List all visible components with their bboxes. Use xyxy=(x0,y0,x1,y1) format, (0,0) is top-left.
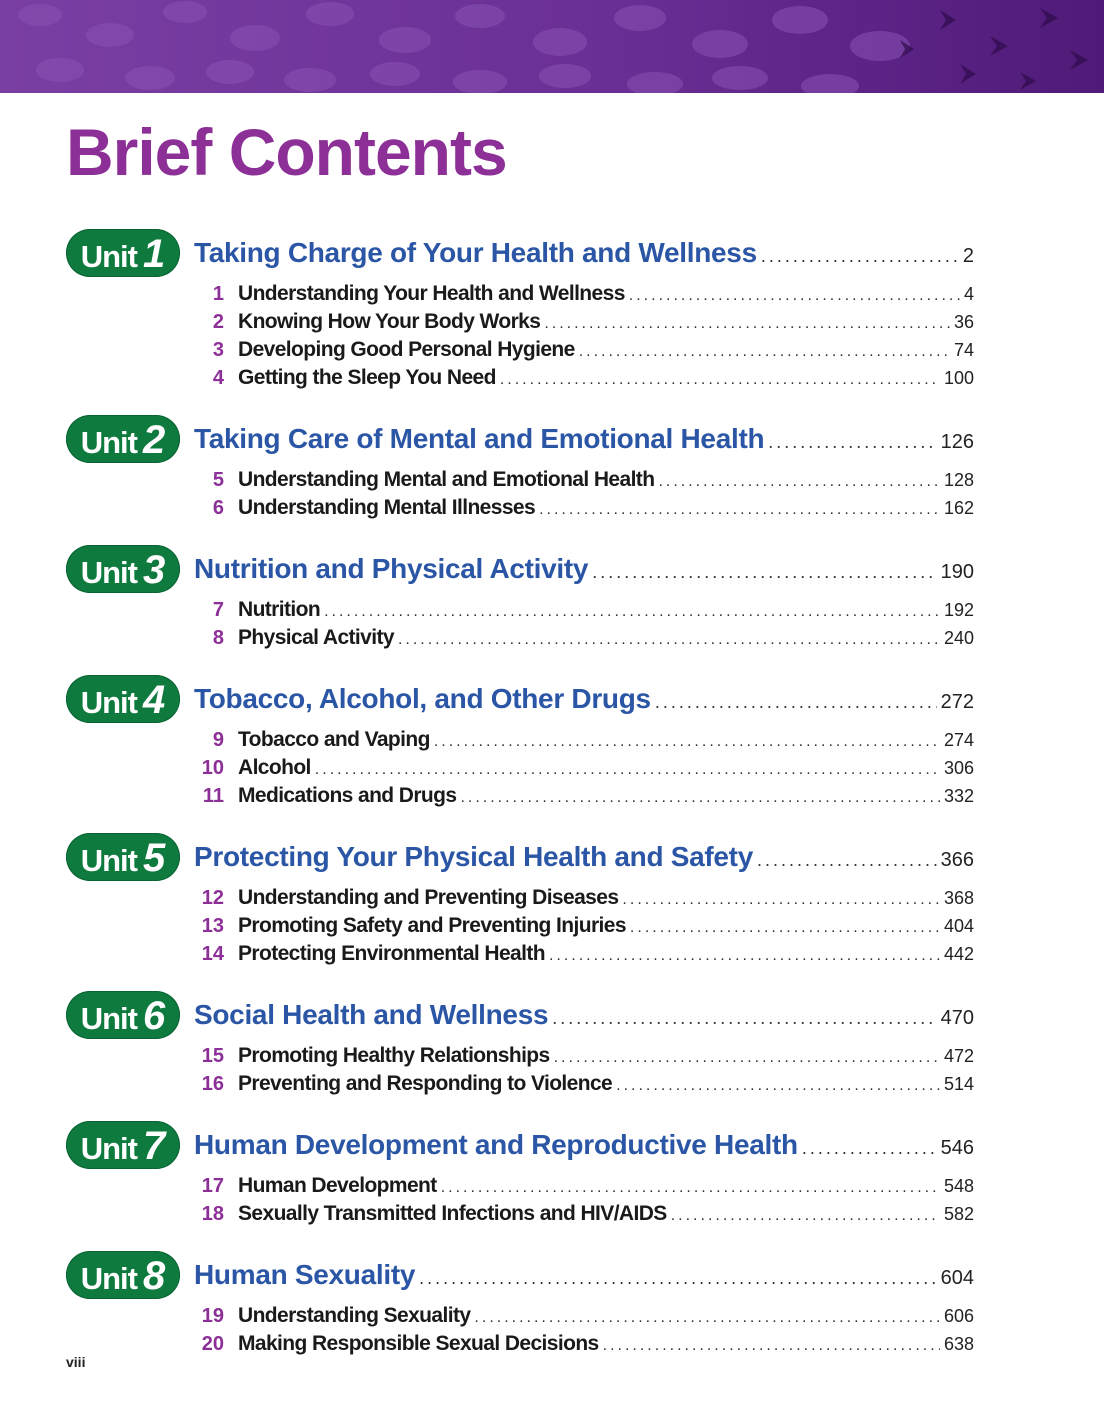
unit-number: 1 xyxy=(143,232,166,276)
chapter-entry[interactable] xyxy=(194,784,974,812)
unit-section xyxy=(66,1250,974,1360)
chapter-number: 15 xyxy=(201,1045,224,1067)
chapter-entry[interactable] xyxy=(194,496,974,524)
chapter-title: Understanding Sexuality xyxy=(238,1304,471,1327)
dot-leader xyxy=(622,891,940,909)
dot-leader xyxy=(655,692,937,713)
dot-leader xyxy=(315,761,940,779)
dot-leader xyxy=(434,733,940,751)
chapter-number: 12 xyxy=(201,887,224,909)
table-of-contents xyxy=(66,228,974,1380)
chapter-page-number: 162 xyxy=(943,498,974,518)
dot-leader xyxy=(658,473,940,491)
chapter-page-number: 192 xyxy=(943,600,974,620)
chapter-page-number: 514 xyxy=(943,1074,974,1094)
unit-header[interactable] xyxy=(66,228,974,278)
unit-number: 2 xyxy=(143,418,166,462)
unit-title: Social Health and Wellness xyxy=(194,999,549,1030)
unit-section xyxy=(66,544,974,654)
unit-word: Unit xyxy=(80,843,137,878)
chapter-page-number: 332 xyxy=(943,786,974,806)
chapter-number: 19 xyxy=(201,1305,224,1327)
chapter-title: Promoting Safety and Preventing Injuries xyxy=(238,914,626,937)
chapter-list xyxy=(194,1044,974,1100)
chapter-number: 6 xyxy=(212,497,224,519)
unit-word: Unit xyxy=(80,1261,137,1296)
dot-leader xyxy=(757,850,937,871)
unit-page-number: 272 xyxy=(940,691,974,713)
unit-number: 4 xyxy=(143,678,166,722)
dot-leader xyxy=(630,919,940,937)
unit-title: Protecting Your Physical Health and Safety xyxy=(194,841,753,872)
unit-header[interactable] xyxy=(66,990,974,1040)
chapter-title: Understanding Mental Illnesses xyxy=(238,496,536,519)
unit-badge xyxy=(66,415,180,463)
chapter-list xyxy=(194,468,974,524)
dot-leader xyxy=(460,789,940,807)
chapter-page-number: 240 xyxy=(943,628,974,648)
page-number: viii xyxy=(66,1354,86,1370)
unit-badge xyxy=(66,675,180,723)
unit-header[interactable] xyxy=(66,414,974,464)
unit-badge xyxy=(66,229,180,277)
unit-word: Unit xyxy=(80,1001,137,1036)
unit-title: Taking Charge of Your Health and Wellness xyxy=(194,237,757,268)
unit-header[interactable] xyxy=(66,674,974,724)
dot-leader xyxy=(671,1207,940,1225)
chapter-entry[interactable] xyxy=(194,756,974,784)
unit-badge xyxy=(66,545,180,593)
chapter-title: Understanding and Preventing Diseases xyxy=(238,886,619,909)
chapter-title: Making Responsible Sexual Decisions xyxy=(238,1332,599,1355)
chapter-page-number: 274 xyxy=(943,730,974,750)
unit-number: 7 xyxy=(143,1124,166,1168)
chapter-title: Developing Good Personal Hygiene xyxy=(238,338,575,361)
dot-leader xyxy=(554,1049,940,1067)
unit-number: 6 xyxy=(143,994,166,1038)
chapter-title: Promoting Healthy Relationships xyxy=(238,1044,550,1067)
unit-header[interactable] xyxy=(66,544,974,594)
dot-leader xyxy=(768,432,936,453)
unit-title-row xyxy=(194,237,974,269)
chapter-number: 1 xyxy=(212,283,224,305)
chapter-list xyxy=(194,1174,974,1230)
unit-section xyxy=(66,674,974,812)
chapter-entry[interactable] xyxy=(194,1072,974,1100)
unit-title-row xyxy=(194,1129,974,1161)
unit-page-number: 470 xyxy=(940,1007,974,1029)
unit-word: Unit xyxy=(80,425,137,460)
unit-title: Nutrition and Physical Activity xyxy=(194,553,589,584)
chapter-entry[interactable] xyxy=(194,914,974,942)
unit-number: 5 xyxy=(143,836,166,880)
unit-badge xyxy=(66,833,180,881)
chapter-list xyxy=(194,1304,974,1360)
dot-leader xyxy=(441,1179,940,1197)
chapter-page-number: 36 xyxy=(953,312,974,332)
unit-page-number: 2 xyxy=(962,245,974,267)
unit-title: Tobacco, Alcohol, and Other Drugs xyxy=(194,683,651,714)
chapter-page-number: 582 xyxy=(943,1204,974,1224)
unit-page-number: 604 xyxy=(940,1267,974,1289)
chapter-list xyxy=(194,598,974,654)
chapter-list xyxy=(194,728,974,812)
chapter-list xyxy=(194,282,974,394)
unit-number: 3 xyxy=(143,548,166,592)
chapter-title: Tobacco and Vaping xyxy=(238,728,430,751)
banner-pattern xyxy=(0,0,1104,93)
chapter-number: 10 xyxy=(201,757,224,779)
chapter-title: Protecting Environmental Health xyxy=(238,942,545,965)
chapter-page-number: 404 xyxy=(943,916,974,936)
unit-title-row xyxy=(194,683,974,715)
chapter-entry[interactable] xyxy=(194,626,974,654)
chapter-number: 17 xyxy=(201,1175,224,1197)
unit-page-number: 190 xyxy=(940,561,974,583)
unit-title: Taking Care of Mental and Emotional Health xyxy=(194,423,765,454)
chapter-number: 8 xyxy=(212,627,224,649)
chapter-title: Preventing and Responding to Violence xyxy=(238,1072,613,1095)
unit-title: Human Development and Reproductive Health xyxy=(194,1129,798,1160)
unit-word: Unit xyxy=(80,1131,137,1166)
chapter-entry[interactable] xyxy=(194,598,974,626)
chapter-title: Understanding Your Health and Wellness xyxy=(238,282,625,305)
page-title: Brief Contents xyxy=(66,115,507,189)
chapter-entry[interactable] xyxy=(194,310,974,338)
chapter-number: 16 xyxy=(201,1073,224,1095)
chapter-entry[interactable] xyxy=(194,366,974,394)
chapter-page-number: 100 xyxy=(943,368,974,388)
unit-word: Unit xyxy=(80,555,137,590)
dot-leader xyxy=(549,947,940,965)
chapter-title: Knowing How Your Body Works xyxy=(238,310,541,333)
chapter-number: 4 xyxy=(212,367,224,389)
dot-leader xyxy=(324,603,940,621)
chapter-entry[interactable] xyxy=(194,1174,974,1202)
unit-header[interactable] xyxy=(66,1250,974,1300)
chapter-number: 3 xyxy=(212,339,224,361)
dot-leader xyxy=(398,631,940,649)
chapter-page-number: 606 xyxy=(943,1306,974,1326)
chapter-title: Alcohol xyxy=(238,756,311,779)
unit-title-row xyxy=(194,841,974,873)
chapter-number: 9 xyxy=(212,729,224,751)
chapter-entry[interactable] xyxy=(194,1332,974,1360)
unit-header[interactable] xyxy=(66,1120,974,1170)
dot-leader xyxy=(474,1309,940,1327)
chapter-entry[interactable] xyxy=(194,1202,974,1230)
chapter-number: 11 xyxy=(202,785,224,807)
dot-leader xyxy=(629,287,960,305)
chapter-page-number: 74 xyxy=(953,340,974,360)
unit-page-number: 126 xyxy=(940,431,974,453)
unit-section xyxy=(66,228,974,394)
unit-badge xyxy=(66,1251,180,1299)
chapter-number: 2 xyxy=(212,311,224,333)
unit-page-number: 366 xyxy=(940,849,974,871)
unit-word: Unit xyxy=(80,239,137,274)
chapter-title: Getting the Sleep You Need xyxy=(238,366,496,389)
unit-page-number: 546 xyxy=(940,1137,974,1159)
chapter-entry[interactable] xyxy=(194,468,974,496)
chapter-number: 5 xyxy=(212,469,224,491)
chapter-number: 18 xyxy=(201,1203,224,1225)
dot-leader xyxy=(592,562,936,583)
chapter-title: Understanding Mental and Emotional Health xyxy=(238,468,655,491)
unit-badge xyxy=(66,1121,180,1169)
unit-title-row xyxy=(194,423,974,455)
unit-word: Unit xyxy=(80,685,137,720)
dot-leader xyxy=(761,246,959,267)
chapter-page-number: 306 xyxy=(943,758,974,778)
chapter-page-number: 638 xyxy=(943,1334,974,1354)
dot-leader xyxy=(802,1138,937,1159)
chapter-title: Sexually Transmitted Infections and HIV/AIDS xyxy=(238,1202,667,1225)
chapter-entry[interactable] xyxy=(194,886,974,914)
unit-title-row xyxy=(194,1259,974,1291)
chapter-page-number: 548 xyxy=(943,1176,974,1196)
chapter-entry[interactable] xyxy=(194,1304,974,1332)
dot-leader xyxy=(552,1008,936,1029)
chapter-number: 7 xyxy=(212,599,224,621)
chapter-page-number: 4 xyxy=(963,284,974,304)
unit-section xyxy=(66,832,974,970)
chapter-page-number: 368 xyxy=(943,888,974,908)
chapter-title: Human Development xyxy=(238,1174,437,1197)
unit-header[interactable] xyxy=(66,832,974,882)
chapter-page-number: 472 xyxy=(943,1046,974,1066)
unit-section xyxy=(66,990,974,1100)
chapter-title: Physical Activity xyxy=(238,626,394,649)
header-banner xyxy=(0,0,1104,93)
chapter-entry[interactable] xyxy=(194,728,974,756)
dot-leader xyxy=(579,343,950,361)
dot-leader xyxy=(419,1268,936,1289)
unit-number: 8 xyxy=(143,1254,166,1298)
chapter-title: Nutrition xyxy=(238,598,321,621)
dot-leader xyxy=(544,315,950,333)
chapter-entry[interactable] xyxy=(194,282,974,310)
dot-leader xyxy=(603,1337,940,1355)
unit-section xyxy=(66,414,974,524)
chapter-page-number: 442 xyxy=(943,944,974,964)
chapter-entry[interactable] xyxy=(194,338,974,366)
unit-title-row xyxy=(194,553,974,585)
unit-badge xyxy=(66,991,180,1039)
chapter-page-number: 128 xyxy=(943,470,974,490)
chapter-entry[interactable] xyxy=(194,1044,974,1072)
chapter-list xyxy=(194,886,974,970)
unit-section xyxy=(66,1120,974,1230)
unit-title-row xyxy=(194,999,974,1031)
chapter-number: 14 xyxy=(201,943,224,965)
chapter-entry[interactable] xyxy=(194,942,974,970)
dot-leader xyxy=(539,501,940,519)
dot-leader xyxy=(616,1077,940,1095)
dot-leader xyxy=(500,371,940,389)
chapter-number: 20 xyxy=(201,1333,224,1355)
chapter-title: Medications and Drugs xyxy=(238,784,457,807)
unit-title: Human Sexuality xyxy=(194,1259,416,1290)
chapter-number: 13 xyxy=(201,915,224,937)
